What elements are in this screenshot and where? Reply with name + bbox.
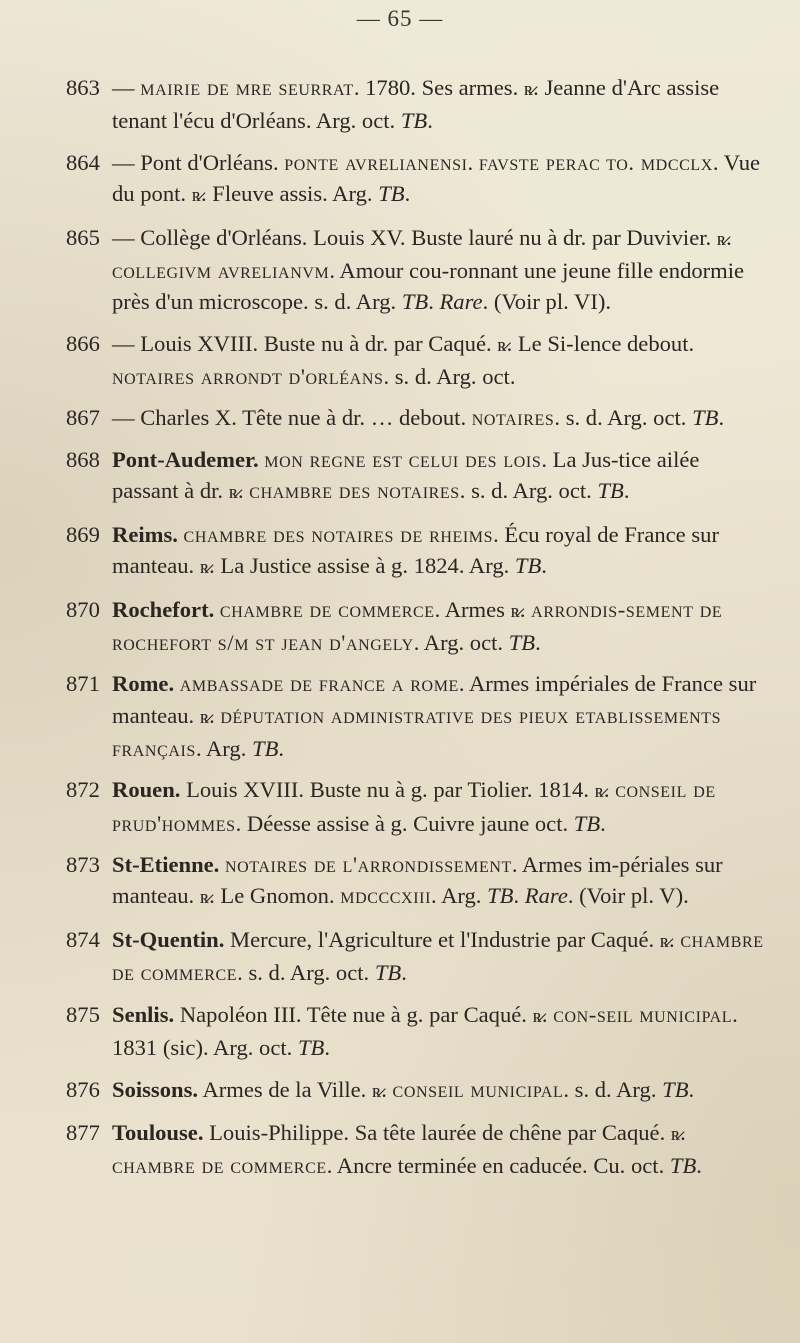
entry-864	[66, 147, 766, 211]
entry-number: 871	[66, 671, 100, 697]
entry-865	[66, 222, 766, 318]
entry-city: St-Quentin.	[112, 926, 225, 952]
entry-number: 872	[66, 777, 100, 803]
entry-number: 865	[66, 224, 100, 250]
entry-number: 875	[66, 1001, 100, 1027]
entry-number: 877	[66, 1120, 100, 1146]
entry-city: Rochefort.	[112, 596, 215, 622]
entry-874	[66, 924, 766, 988]
entry-text: Armes de la Ville. ʀ̷. conseil municipal. s. d. Arg. TB.	[202, 1076, 695, 1102]
entry-873	[66, 849, 766, 913]
entry-number: 873	[66, 852, 100, 878]
entry-text: — Louis XVIII. Buste nu à dr. par Caqué. ʀ̷. Le Si-lence debout. notaires arrondt d'orléans. s. d. Arg. oct.	[112, 330, 695, 389]
entry-city: Reims.	[112, 521, 178, 547]
page-number: — 65 —	[356, 6, 444, 31]
entry-869	[66, 519, 766, 583]
entry-875	[66, 999, 766, 1063]
entry-867	[66, 402, 766, 433]
entry-text: chambre des notaires de rheims. Écu royal de France sur manteau. ʀ̷. La Justice assise à g. 1824. Arg. TB.	[112, 521, 719, 578]
entry-text: Louis XVIII. Buste nu à g. par Tiolier. 1814. ʀ̷. conseil de prud'hommes. Déesse assise à g. Cuivre jaune oct. TB.	[112, 777, 716, 836]
entry-text: Mercure, l'Agriculture et l'Industrie par Caqué. ʀ̷. chambre de commerce. s. d. Arg. oct. TB.	[112, 926, 764, 986]
entry-868	[66, 444, 766, 508]
entry-text: — Pont d'Orléans. ponte avrelianensi. favste perac to. mdcclx. Vue du pont. ʀ̷. Fleuve assis. Arg. TB.	[112, 149, 761, 206]
entry-877	[66, 1117, 766, 1181]
entry-city: Senlis.	[112, 1001, 175, 1027]
entry-number: 864	[66, 149, 100, 175]
entry-866	[66, 328, 766, 392]
entry-number: 867	[66, 405, 100, 431]
entry-number: 866	[66, 330, 100, 356]
entry-number: 869	[66, 521, 100, 547]
entry-number: 876	[66, 1076, 100, 1102]
entry-city: St-Etienne.	[112, 852, 220, 878]
entry-list	[66, 72, 766, 1192]
entry-text: mon regne est celui des lois. La Jus-tice ailée passant à dr. ʀ̷. chambre des notaires. s. d. Arg. oct. TB.	[112, 446, 700, 504]
entry-text: — Collège d'Orléans. Louis XV. Buste lauré nu à dr. par Duvivier. ʀ̷. collegivm avrelianvm. Amour cou-ronnant une jeune fille endormie près d'un microscope. s. d. Arg. TB. Rare. (Voir pl. VI).	[112, 224, 745, 314]
entry-text: — mairie de mre seurrat. 1780. Ses armes. ʀ̷. Jeanne d'Arc assise tenant l'écu d'Orléans. Arg. oct. TB.	[112, 75, 720, 134]
entry-number: 870	[66, 596, 100, 622]
entry-863	[66, 72, 766, 136]
entry-text: ambassade de france a rome. Armes impériales de France sur manteau. ʀ̷. députation administrative des pieux etablissements français. Arg. TB.	[112, 671, 757, 761]
entry-city: Pont-Audemer.	[112, 446, 259, 472]
entry-city: Toulouse.	[112, 1120, 204, 1146]
entry-number: 874	[66, 926, 100, 952]
entry-text: Napoléon III. Tête nue à g. par Caqué. ʀ̷. con-seil municipal. 1831 (sic). Arg. oct. TB.	[112, 1001, 738, 1060]
entry-876	[66, 1074, 766, 1107]
entry-city: Soissons.	[112, 1076, 199, 1102]
entry-872	[66, 774, 766, 838]
entry-text: chambre de commerce. Armes ʀ̷. arrondis-sement de rochefort s/m st jean d'angely. Arg. oct. TB.	[112, 596, 723, 655]
entry-city: Rome.	[112, 671, 175, 697]
entry-871	[66, 668, 766, 764]
entry-number: 863	[66, 75, 100, 100]
entry-number: 868	[66, 446, 100, 472]
entry-text: notaires de l'arrondissement. Armes im-périales sur manteau. ʀ̷. Le Gnomon. mdcccxiii. Arg. TB. Rare. (Voir pl. V).	[112, 852, 723, 909]
entry-text: — Charles X. Tête nue à dr. … debout. notaires. s. d. Arg. oct. TB.	[112, 405, 725, 431]
entry-text: Louis-Philippe. Sa tête laurée de chêne par Caqué. ʀ̷. chambre de commerce. Ancre terminée en caducée. Cu. oct. TB.	[112, 1120, 702, 1179]
entry-870	[66, 594, 766, 658]
entry-city: Rouen.	[112, 777, 181, 803]
